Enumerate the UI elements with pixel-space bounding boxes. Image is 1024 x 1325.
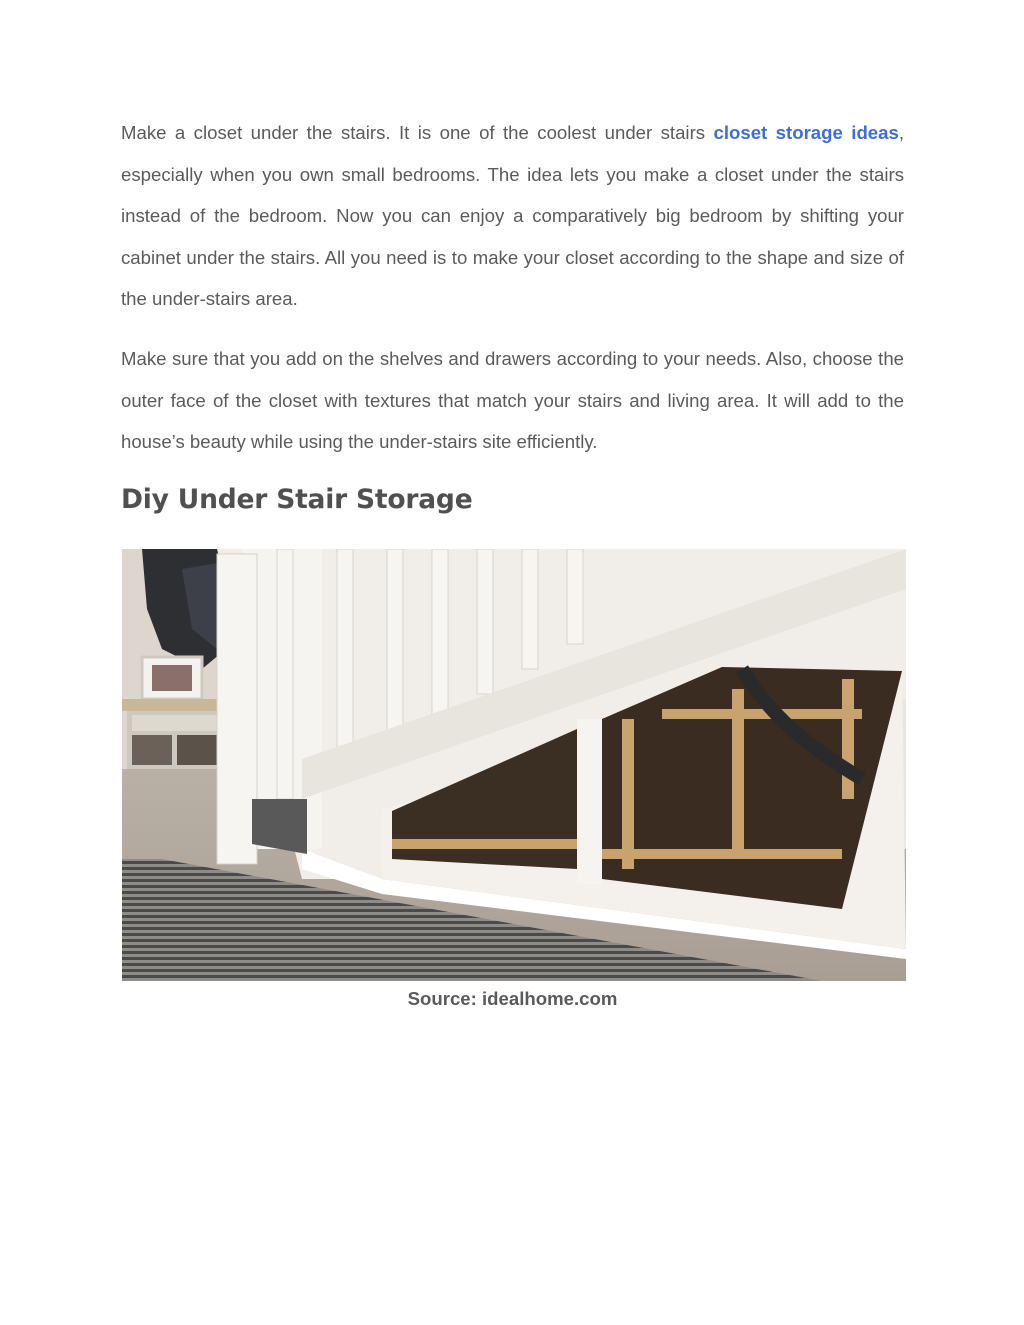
paragraph1-text-before: Make a closet under the stairs. It is one of the coolest under stairs xyxy=(121,122,714,143)
paragraph-closet-under-stairs xyxy=(121,112,904,320)
closet-storage-ideas-link[interactable]: closet storage ideas xyxy=(713,122,899,143)
under-stair-storage-photo xyxy=(122,549,906,981)
paragraph-shelves-drawers: Make sure that you add on the shelves and drawers according to your needs. Also, choose the outer face of the closet with textures that match your stairs and living area. It will add to the house’s beauty while using the under-stairs site efficiently. xyxy=(121,348,904,452)
image-source-caption: Source: idealhome.com xyxy=(407,988,618,1009)
section-heading: Diy Under Stair Storage xyxy=(121,484,473,515)
paragraph1-text-after: , especially when you own small bedrooms. The idea lets you make a closet under the stairs instead of the bedroom. Now you can enjoy a comparatively big bedroom by shifting your cabinet under the stairs. All you need is to make your closet according to the shape and size of the under-stairs area. xyxy=(121,122,904,309)
